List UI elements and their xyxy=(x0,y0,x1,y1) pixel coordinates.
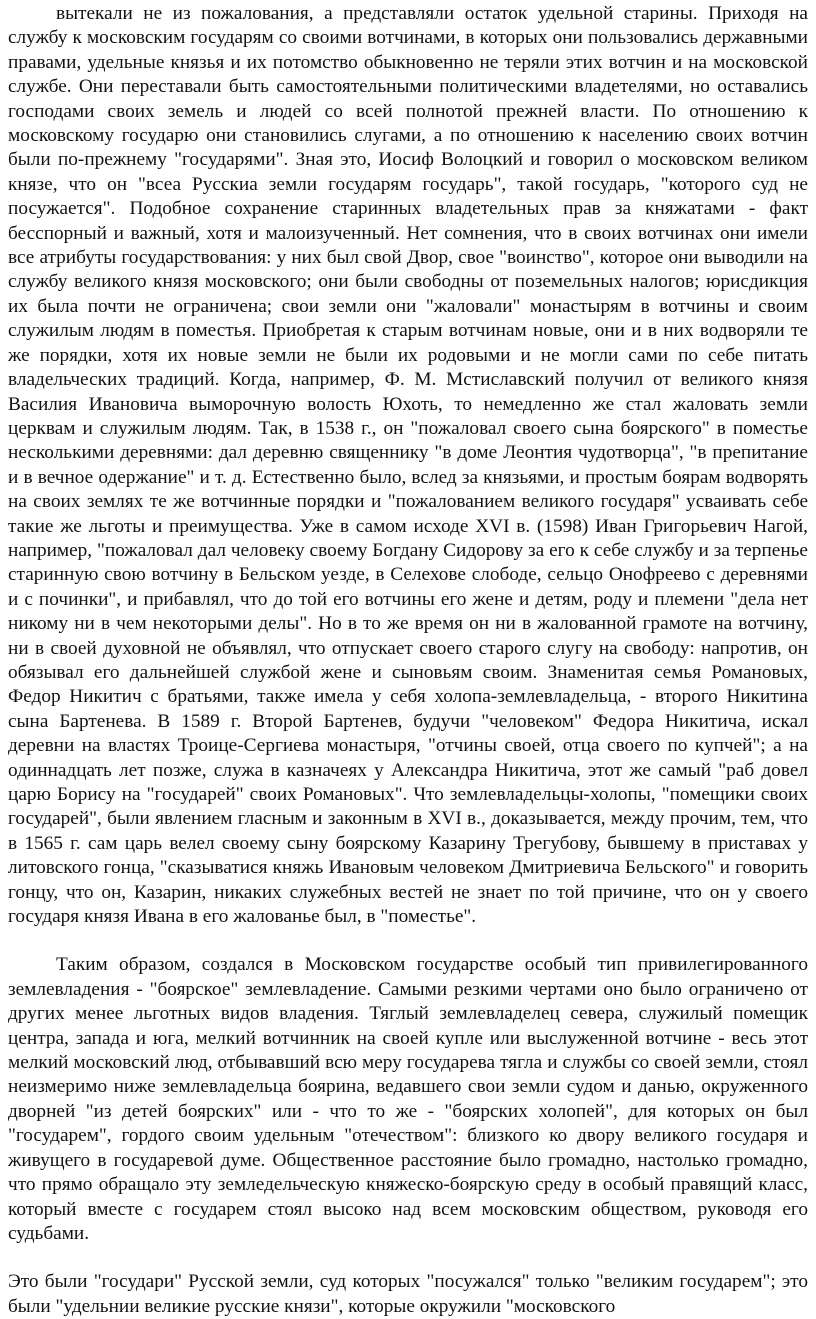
paragraph-spacer xyxy=(8,929,808,953)
paragraph-2: Таким образом, создался в Московском государстве особый тип привилегированного землевладения - "боярское" землевладение. Самыми резкими чертами оно было ограничено от других менее льготных видов владения. Тяглый землевладелец севера, служилый помещик центра, запада и юга, мелкий вотчинник на своей купле или выслуженной вотчине - весь этот мелкий московский люд, отбывавший всю меру государева тягла и службы со своей земли, стоял неизмеримо ниже землевладельца боярина, ведавшего свои земли судом и данью, окруженного дворней "из детей боярских" или - что то же - "боярских холопей", для которых он был "государем", гордого своим удельным "отечеством": близкого ко двору великого государя и живущего в государевой думе. Общественное расстояние было громадно, настолько громадно, что прямо обращало эту земледельческую княжеско-боярскую среду в особый правящий класс, который вместе с государем стоял высоко над всем московским обществом, руководя его судьбами. xyxy=(8,954,808,1244)
paragraph-3: Это были "государи" Русской земли, суд которых "посужался" только "великим государем"; это были "удельнии великие русские князи", которые окружили "московского xyxy=(8,1271,808,1317)
paragraph-1: вытекали не из пожалования, а представляли остаток удельной старины. Приходя на службу к московским государям со своими вотчинами, в которых они пользовались державными правами, удельные князья и их потомство обыкновенно не теряли этих вотчин и на московской службе. Они переставали быть самостоятельными политическими владетелями, но оставались господами своих земель и людей со всей полнотой прежней власти. По отношению к московскому государю они становились слугами, а по отношению к населению своих вотчин были по-прежнему "государями". Зная это, Иосиф Волоцкий и говорил о московском великом князе, что он "всеа Русскиа земли государям государь", такой государь, "которого суд не посужается". Подобное сохранение старинных владетельных прав за княжатами - факт бесспорный и важный, хотя и малоизученный. Нет сомнения, что в своих вотчинах они имели все атрибуты государствования: у них был свой Двор, свое "воинство", которое они выводили на службу великого князя московского; они были свободны от поземельных налогов; юрисдикция их была почти не ограничена; свои земли они "жаловали" монастырям в вотчины и своим служилым людям в поместья. Приобретая к старым вотчинам новые, они и в них водворяли те же порядки, хотя их новые земли не были их родовыми и не могли сами по себе питать владельческих традиций. Когда, например, Ф. М. Мстиславский получил от великого князя Василия Ивановича выморочную волость Юхоть, то немедленно же стал жаловать земли церквам и служилым людям. Так, в 1538 г., он "пожаловал своего сына боярского" в поместье несколькими деревнями: дал деревню священнику "в доме Леонтия чудотворца", "в препитание и в вечное одержание" и т. д. Естественно было, вслед за князьями, и простым боярам водворять на своих землях те же вотчинные порядки и "пожалованием великого государя" усваивать себе такие же льготы и преимущества. Уже в самом исходе XVI в. (1598) Иван Григорьевич Нагой, например, "пожаловал дал человеку своему Богдану Сидорову за его к себе службу и за терпенье старинную свою вотчину в Бельском уезде, в Селехове слободе, сельцо Онофреево с деревнями и с починки", и прибавлял, что до той его вотчины его жене и детям, роду и племени "дела нет никому ни в чем некоторыми делы". Но в то же время он ни в жалованной грамоте на вотчину, ни в своей духовной не объявлял, что отпускает своего старого слугу на свободу: напротив, он обязывал его дальнейшей службой жене и сыновьям своим. Знаменитая семья Романовых, Федор Никитич с братьями, также имела у себя холопа-землевладельца, - второго Никитина сына Бартенева. В 1589 г. Второй Бартенев, будучи "человеком" Федора Никитича, искал деревни на властях Троице-Сергиева монастыря, "отчины своей, отца своего по купчей"; а на одиннадцать лет позже, служа в казначеях у Александра Никитича, этот же самый "раб довел царю Борису на "государей" своих Романовых". Что землевладельцы-холопы, "помещики своих государей", были явлением гласным и законным в XVI в., доказывается, между прочим, тем, что в 1565 г. сам царь велел своему сыну боярскому Казарину Трегубову, бывшему в приставах у литовского гонца, "сказыватися княжь Ивановым человеком Дмитриевича Бельского" и говорить гонцу, что он, Казарин, никаких служебных вестей не знает по той причине, что он у своего государя князя Ивана в его жалованье был, в "поместье". xyxy=(8,3,808,928)
paragraph-spacer xyxy=(8,1246,808,1270)
